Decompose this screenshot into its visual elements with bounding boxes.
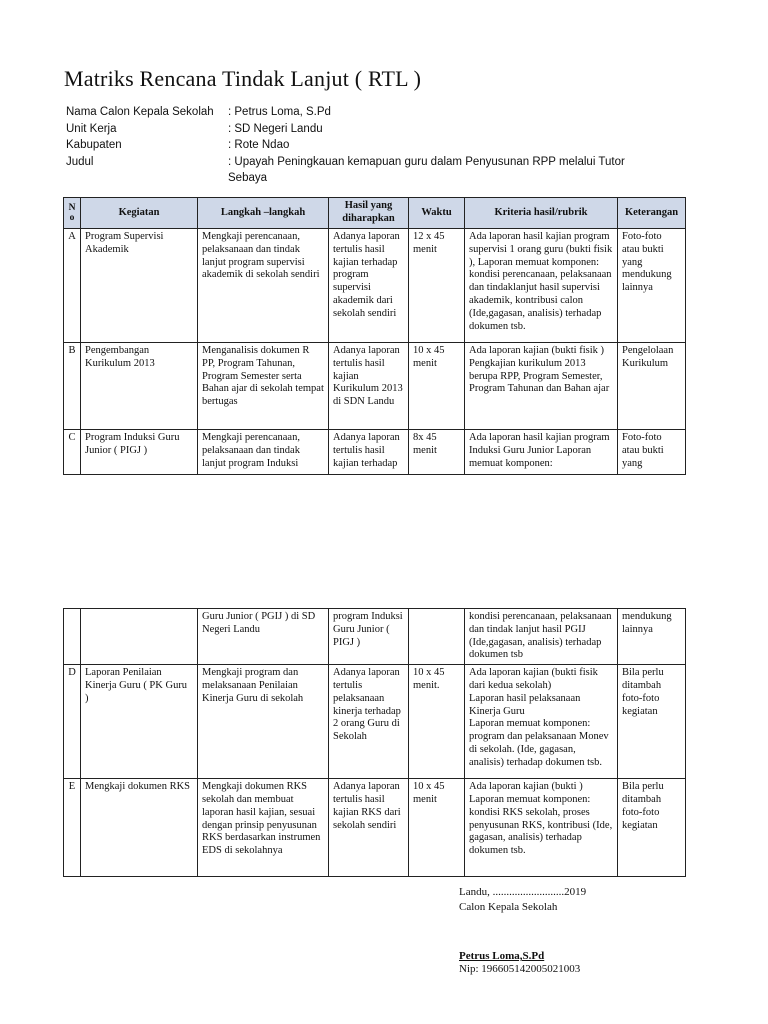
- meta-row-title: [66, 154, 648, 187]
- table-header-row: [64, 198, 686, 229]
- cell-waktu: 10 x 45 menit.: [409, 665, 465, 779]
- cell-langkah: Menganalisis dokumen R PP, Program Tahunan, Program Semester serta Bahan ajar di sekolah tempat bertugas: [198, 343, 329, 430]
- table-row: [64, 665, 686, 779]
- header-waktu: Waktu: [409, 198, 465, 229]
- header-keterangan: Keterangan: [618, 198, 686, 229]
- meta-value: : Petrus Loma, S.Pd: [228, 106, 331, 118]
- cell-hasil: Adanya laporan tertulis pelaksanaan kinerja terhadap 2 orang Guru di Sekolah: [329, 665, 409, 779]
- cell-kriteria: Ada laporan kajian (bukti ) Laporan memuat komponen: kondisi RKS sekolah, proses penyusunan RKS, kontribusi (Ide, gagasan, analisis) terhadap dokumen tsb.: [465, 779, 618, 877]
- page-title: Matriks Rencana Tindak Lanjut ( RTL ): [64, 66, 422, 91]
- meta-value: : SD Negeri Landu: [228, 122, 323, 135]
- cell-no: D: [64, 665, 81, 779]
- table-row: [64, 229, 686, 343]
- header-no: N o: [64, 198, 81, 229]
- cell-kegiatan: Pengembangan Kurikulum 2013: [81, 343, 198, 430]
- cell-no: C: [64, 430, 81, 475]
- meta-label: Judul: [66, 155, 94, 168]
- cell-hasil: Adanya laporan tertulis hasil kajian terhadap program supervisi akademik dari sekolah sendiri: [329, 229, 409, 343]
- cell-keterangan: Pengelolaan Kurikulum: [618, 343, 686, 430]
- meta-row-name: [66, 104, 648, 121]
- cell-kegiatan: Program Induksi Guru Junior ( PIGJ ): [81, 430, 198, 475]
- cell-keterangan: Foto-foto atau bukti yang: [618, 430, 686, 475]
- cell-langkah: Mengkaji program dan melaksanaan Penilaian Kinerja Guru di sekolah: [198, 665, 329, 779]
- table-row: [64, 779, 686, 877]
- identity-block: [66, 104, 648, 187]
- cell-waktu: 10 x 45 menit: [409, 779, 465, 877]
- cell-keterangan: Foto-foto atau bukti yang mendukung lainnya: [618, 229, 686, 343]
- cell-keterangan: Bila perlu ditambah foto-foto kegiatan: [618, 779, 686, 877]
- header-langkah: Langkah –langkah: [198, 198, 329, 229]
- cell-langkah: Mengkaji perencanaan, pelaksanaan dan tindak lanjut program Induksi: [198, 430, 329, 475]
- header-kegiatan: Kegiatan: [81, 198, 198, 229]
- cell-kegiatan: Program Supervisi Akademik: [81, 229, 198, 343]
- meta-row-unit: [66, 121, 648, 138]
- rtl-table-part-2: [63, 608, 686, 877]
- table-row: [64, 343, 686, 430]
- cell-hasil: Adanya laporan tertulis hasil kajian terhadap: [329, 430, 409, 475]
- header-hasil: Hasil yang diharapkan: [329, 198, 409, 229]
- signature-name: Petrus Loma,S.Pd: [459, 950, 545, 962]
- cell-langkah: Mengkaji perencanaan, pelaksanaan dan tindak lanjut program supervisi akademik di sekolah sendiri: [198, 229, 329, 343]
- cell-keterangan: mendukung lainnya: [618, 609, 686, 665]
- cell-kriteria: Ada laporan kajian (bukti fisik ) Pengkajian kurikulum 2013 berupa RPP, Program Semester, Program Tahunan dan Bahan ajar: [465, 343, 618, 430]
- cell-langkah: Mengkaji dokumen RKS sekolah dan membuat laporan hasil kajian, sesuai dengan prinsip penyusunan RKS berdasarkan instrumen EDS di sekolahnya: [198, 779, 329, 877]
- signature-place-date: Landu, ..........................2019: [459, 886, 587, 898]
- cell-no: A: [64, 229, 81, 343]
- cell-waktu: 8x 45 menit: [409, 430, 465, 475]
- cell-kriteria: Ada laporan hasil kajian program supervisi 1 orang guru (bukti fisik ), Laporan memuat komponen: kondisi perencanaan, pelaksanaan dan tindaklanjut hasil supervisi akademik, kontribusi calon (Ide,gagasan, analisis) terhadap dokumen tsb.: [465, 229, 618, 343]
- meta-value: : Upayah Peningkauan kemapuan guru dalam Penyusunan RPP melalui Tutor Sebaya: [228, 155, 625, 184]
- cell-langkah: Guru Junior ( PGIJ ) di SD Negeri Landu: [198, 609, 329, 665]
- cell-waktu: 10 x 45 menit: [409, 343, 465, 430]
- table-row: [64, 430, 686, 475]
- cell-waktu: 12 x 45 menit: [409, 229, 465, 343]
- cell-kriteria: Ada laporan hasil kajian program Induksi Guru Junior Laporan memuat komponen:: [465, 430, 618, 475]
- cell-kegiatan: Mengkaji dokumen RKS: [81, 779, 198, 877]
- meta-label: Nama Calon Kepala Sekolah: [66, 106, 214, 118]
- cell-kegiatan: [81, 609, 198, 665]
- cell-no: B: [64, 343, 81, 430]
- signature-role: Calon Kepala Sekolah: [459, 901, 558, 913]
- cell-keterangan: Bila perlu ditambah foto-foto kegiatan: [618, 665, 686, 779]
- meta-row-regency: [66, 137, 648, 154]
- cell-kriteria: kondisi perencanaan, pelaksanaan dan tindak lanjut hasil PGIJ (Ide,gagasan, analisis) terhadap dokumen tsb: [465, 609, 618, 665]
- rtl-table-part-1: [63, 197, 686, 475]
- cell-hasil: program Induksi Guru Junior ( PIGJ ): [329, 609, 409, 665]
- cell-hasil: Adanya laporan tertulis hasil kajian Kurikulum 2013 di SDN Landu: [329, 343, 409, 430]
- meta-label: Unit Kerja: [66, 122, 117, 135]
- table-row: [64, 609, 686, 665]
- header-kriteria: Kriteria hasil/rubrik: [465, 198, 618, 229]
- signature-nip: Nip: 196605142005021003: [459, 963, 581, 975]
- cell-hasil: Adanya laporan tertulis hasil kajian RKS dari sekolah sendiri: [329, 779, 409, 877]
- meta-value: : Rote Ndao: [228, 139, 290, 151]
- cell-kegiatan: Laporan Penilaian Kinerja Guru ( PK Guru ): [81, 665, 198, 779]
- cell-kriteria: Ada laporan kajian (bukti fisik dari kedua sekolah) Laporan hasil pelaksanaan Kinerja Guru Laporan memuat komponen: program dan pelaksanaan Monev di sekolah. (Ide, gagasan, analisis) terhadap dokumen tsb.: [465, 665, 618, 779]
- cell-no: [64, 609, 81, 665]
- meta-label: Kabupaten: [66, 139, 122, 151]
- cell-no: E: [64, 779, 81, 877]
- cell-waktu: [409, 609, 465, 665]
